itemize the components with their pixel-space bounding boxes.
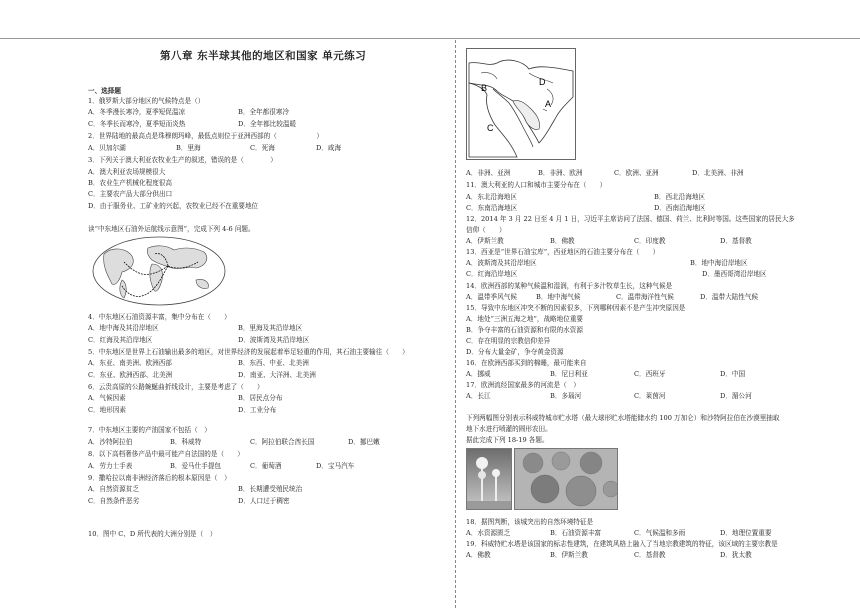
q8-option-c[interactable]: C．葡萄酒 [250, 462, 282, 470]
q7-stem: 7．中东地区主要的产油国家不包括（ ） [88, 426, 211, 434]
q8-option-b[interactable]: B．爱马仕手提包 [170, 462, 222, 470]
q1-option-c[interactable]: C．冬季长而寒冷，夏季短而炎热 [88, 120, 186, 128]
section-heading: 一、选择题 [88, 87, 121, 95]
q18-19-intro-line1: 下列两幅图分别表示科威特城市贮水塔（最大球形贮水塔能储水约 100 万加仑）和沙特阿拉伯在沙漠里抽取 [466, 414, 780, 422]
q19-option-d[interactable]: D．犹太教 [720, 551, 752, 559]
q9-option-d[interactable]: D．人口过于稠密 [238, 497, 290, 505]
oil-routes-world-map [92, 236, 226, 306]
q9-option-b[interactable]: B．长期遭受殖民统治 [238, 485, 303, 493]
q4-stem: 4．中东地区石油资源丰富，集中分布在（ ） [88, 313, 231, 321]
header-rule [0, 38, 860, 39]
middle-east-region-map [466, 48, 576, 160]
q13-stem: 13．西亚是“世界石油宝库”，西亚地区的石油主要分布在（ ） [466, 248, 660, 256]
q3-option-b[interactable]: B．农业生产机械化程度很高 [88, 179, 172, 187]
q1-stem: 1．俄罗斯大部分地区的气候特点是（） [88, 97, 205, 105]
circular-irrigated-fields-photo [514, 448, 618, 510]
q12-option-b[interactable]: B．佛教 [550, 237, 575, 245]
q17-option-c[interactable]: C．莱茵河 [634, 392, 666, 400]
q4-option-c[interactable]: C．红海及其沿岸地区 [88, 336, 153, 344]
q8-option-d[interactable]: D．宝马汽车 [316, 462, 355, 470]
q12-stem-cont: 信仰（ ） [466, 226, 506, 234]
map-label-d: D [539, 77, 546, 87]
q1-option-b[interactable]: B．全年都很寒冷 [238, 108, 290, 116]
q16-option-a[interactable]: A．挪威 [466, 370, 491, 378]
q6-option-d[interactable]: D．工业分布 [238, 406, 277, 414]
q10-stem: 10．图中 C、D 所代表的大洲分别是（ ） [88, 530, 217, 538]
q3-option-c[interactable]: C．主要农产品大部分供出口 [88, 190, 173, 198]
q16-option-d[interactable]: D．中国 [720, 370, 746, 378]
q5-option-b[interactable]: B．东西、中亚、北美洲 [238, 359, 309, 367]
q14-option-a[interactable]: A．温带季风气候 [466, 293, 517, 301]
world-map-graphic [92, 236, 226, 306]
q11-stem: 11．澳大利亚的人口和城市主要分布在（ ） [466, 181, 607, 189]
q2-stem: 2．世界陆地的最高点是珠穆朗玛峰，最低点则位于亚洲西部的（ ） [88, 132, 323, 140]
q16-option-b[interactable]: B．尼日利亚 [550, 370, 588, 378]
q1-option-a[interactable]: A．冬季漫长寒冷，夏季短促温凉 [88, 108, 186, 116]
q13-option-a[interactable]: A．波斯湾及其沿岸地区 [466, 259, 537, 267]
q14-option-c[interactable]: C．温带海洋性气候 [616, 293, 674, 301]
q2-option-c[interactable]: C．死海 [250, 144, 275, 152]
q18-stem: 18．据图判断，该城突出的自然环境特征是 [466, 518, 594, 526]
q15-option-a[interactable]: A．地处“三洲五海之地”，战略地位重要 [466, 315, 584, 323]
q18-option-b[interactable]: B．石油资源丰富 [550, 529, 602, 537]
q6-stem: 6．云贵高原的公路蜿蜒曲折线设计，主要是考虑了（ ） [88, 383, 264, 391]
q2-option-b[interactable]: B．里海 [176, 144, 201, 152]
q8-stem: 8．以下高档奢侈产品中最可能产自法国的是（ ） [88, 450, 244, 458]
q15-option-c[interactable]: C．存在明显的宗教信仰差异 [466, 337, 551, 345]
q15-stem: 15．导致中东地区冲突不断的因素很多，下列哪种因素不是产生冲突原因是 [466, 304, 686, 312]
q6-option-a[interactable]: A．气候因素 [88, 394, 126, 402]
q7-option-c[interactable]: C．阿拉伯联合酋长国 [250, 438, 315, 446]
map-label-a: A [545, 99, 552, 109]
q10-option-a[interactable]: A．非洲、亚洲 [466, 169, 511, 177]
q1-option-d[interactable]: D．全年都比较温暖 [238, 120, 297, 128]
q11-option-c[interactable]: C．东南沿海地区 [466, 204, 518, 212]
q5-option-d[interactable]: D．南亚、大洋洲、北美洲 [238, 371, 316, 379]
q14-stem: 14．欧洲西部的某种气候温和湿润，有利于多汁牧草生长，这种气候是 [466, 282, 673, 290]
region-map-graphic [467, 49, 575, 159]
map-label-b: B [481, 83, 488, 93]
q7-option-b[interactable]: B．科威特 [170, 438, 202, 446]
q4-6-intro: 读“中东地区石油外运航线示意图”，完成下列 4-6 问题。 [88, 225, 255, 233]
q9-option-c[interactable]: C．自然条件恶劣 [88, 497, 140, 505]
q17-stem: 17．欧洲流经国家最多的河流是（ ） [466, 381, 580, 389]
irrigated-fields-graphic [515, 449, 617, 509]
q15-option-d[interactable]: D．分布大量金矿，争夺黄金资源 [466, 348, 564, 356]
q9-stem: 9．撒哈拉以南非洲经济落后的根本原因是（ ） [88, 474, 231, 482]
q6-option-b[interactable]: B．居民点分布 [238, 394, 283, 402]
q11-option-d[interactable]: D．西南沿海地区 [654, 204, 706, 212]
q13-option-b[interactable]: B．地中海沿岸地区 [690, 259, 748, 267]
q18-option-c[interactable]: C．气候温和多雨 [634, 529, 686, 537]
q17-option-b[interactable]: B．多瑙河 [550, 392, 582, 400]
map-label-c: C [487, 123, 494, 133]
q6-option-c[interactable]: C．地形因素 [88, 406, 127, 414]
q7-option-a[interactable]: A．沙特阿拉伯 [88, 438, 133, 446]
q10-option-b[interactable]: B．非洲、欧洲 [538, 169, 583, 177]
q11-option-b[interactable]: B．西北沿海地区 [654, 193, 706, 201]
q9-option-a[interactable]: A．自然资源贫乏 [88, 485, 139, 493]
q3-option-a[interactable]: A．澳大利亚农场规模很大 [88, 168, 166, 176]
q15-option-b[interactable]: B．争夺丰富的石油资源和有限的水资源 [466, 326, 583, 334]
q2-option-d[interactable]: D．咸海 [316, 144, 342, 152]
q4-option-d[interactable]: D．波斯湾及其沿岸地区 [238, 336, 310, 344]
column-divider [455, 40, 456, 608]
q19-option-c[interactable]: C．基督教 [634, 551, 666, 559]
q14-option-d[interactable]: D．温带大陆性气候 [700, 293, 759, 301]
q18-option-d[interactable]: D．地理位置重要 [720, 529, 772, 537]
q5-option-a[interactable]: A．东亚、南美洲、欧洲西部 [88, 359, 172, 367]
q13-option-d[interactable]: D．墨西哥湾沿岸地区 [702, 270, 767, 278]
q16-option-c[interactable]: C．西班牙 [634, 370, 666, 378]
q3-stem: 3．下列关于澳大利亚农牧业生产的叙述，错误的是（ ） [88, 156, 277, 164]
q12-option-a[interactable]: A．伊斯兰教 [466, 237, 504, 245]
page-title: 第八章 东半球其他的地区和国家 单元练习 [160, 50, 367, 62]
kuwait-water-towers-photo [466, 448, 512, 510]
water-towers-graphic [467, 449, 511, 509]
q5-option-c[interactable]: C．东亚、欧洲西部、北美洲 [88, 371, 173, 379]
q3-option-d[interactable]: D．由于服务业、工矿业的兴起，农牧业已经不在重要地位 [88, 202, 259, 210]
q14-option-b[interactable]: B．地中海气候 [536, 293, 581, 301]
q11-option-a[interactable]: A．东北沿海地区 [466, 193, 517, 201]
q17-option-d[interactable]: D．湄公河 [720, 392, 752, 400]
q19-option-a[interactable]: A．佛教 [466, 551, 491, 559]
q12-stem: 12．2014 年 3 月 22 日至 4 月 1 日，习近平主席访问了法国、德国、荷兰、比利时等国。这些国家的居民大多 [466, 215, 795, 223]
q16-stem: 16．在欧洲西部买到的棉睡，最可能来自 [466, 359, 587, 367]
q12-option-c[interactable]: C．印度教 [634, 237, 666, 245]
q13-option-c[interactable]: C．红海沿岸地区 [466, 270, 518, 278]
q19-option-b[interactable]: B．伊斯兰教 [550, 551, 588, 559]
q7-option-d[interactable]: D．挪巴嫩 [348, 438, 380, 446]
q17-option-a[interactable]: A．长江 [466, 392, 491, 400]
q12-option-d[interactable]: D．基督教 [720, 237, 752, 245]
q10-option-d[interactable]: D．北美洲、非洲 [692, 169, 744, 177]
q4-option-b[interactable]: B．里海及其沿岸地区 [238, 324, 303, 332]
q18-19-intro-line3: 据此完成下列 18-19 各题。 [466, 436, 549, 444]
q10-option-c[interactable]: C．欧洲、亚洲 [614, 169, 659, 177]
q18-19-intro-line2: 地下水进行喷灌的圆形农田。 [466, 425, 552, 433]
q5-stem: 5．中东地区是世界上石油输出最多的地区，对世界经济的发展起着举足轻重的作用，其石油主要输往（ ） [88, 348, 409, 356]
q2-option-a[interactable]: A．贝加尔湖 [88, 144, 126, 152]
q19-stem: 19．科威特贮水塔是该国家的标志性建筑，在建筑风格上融入了当地宗教建筑的特征，该区域的主要宗教是 [466, 540, 778, 548]
q8-option-a[interactable]: A．劳力士手表 [88, 462, 133, 470]
q4-option-a[interactable]: A．地中海及其沿岸地区 [88, 324, 159, 332]
q18-option-a[interactable]: A．水资源匮乏 [466, 529, 511, 537]
